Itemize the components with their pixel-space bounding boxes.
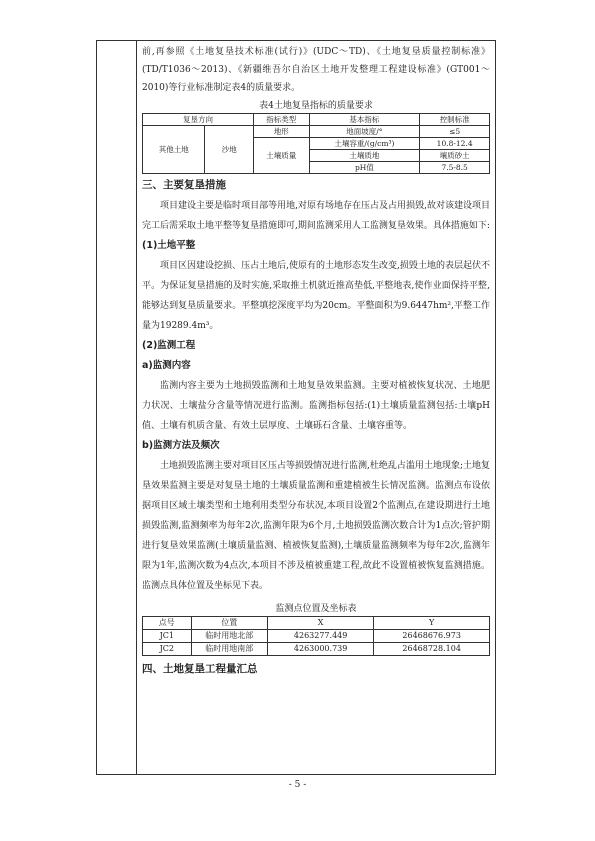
table-header-cell: Y	[374, 617, 490, 630]
table4	[142, 113, 490, 174]
table-row	[143, 630, 490, 643]
land-leveling-heading: (1)土地平整	[142, 240, 196, 251]
table-cell: 临时用地南部	[191, 643, 267, 656]
table-row	[143, 126, 490, 138]
table-header-row	[143, 114, 490, 126]
monitoring-method-paragraph: 土地损毁监测主要对项目区压占等损毁情况进行监测,杜绝乱占滥用土地现象;土地复垦效果监测主要是对复垦土地的土壤质量监测和重建植被生长情况监测。监测点布设依据项目区域土壤类型和土地利用类型分布状况,本项目设置2个监测点,在建设期进行土地损毁监测,监测频率为每年2次,监测年限为6个月,土地损毁监测次数合计为1点次;管护期进行复垦效果监测(土壤质量监测、植被恢复监测),土壤质量监测频率为每年2次,监测年限为1年,监测次数为4点次,本项目不涉及植被重建工程,故此不设置植被恢复监测措施。监测点具体位置及坐标见下表。	[142, 461, 490, 591]
table-header-cell: X	[267, 617, 373, 630]
table-cell: 7.5-8.5	[420, 162, 490, 174]
table-cell: 4263277.449	[267, 630, 373, 643]
page-number: - 5 -	[288, 780, 307, 790]
table-cell: 4263000.739	[267, 643, 373, 656]
table-header-row	[143, 617, 490, 630]
table-header-cell: 基本指标	[309, 114, 420, 126]
table-cell: 土壤容重/(g/cm³)	[309, 138, 420, 150]
monitoring-heading: (2)监测工程	[142, 340, 196, 351]
table-cell: ≤5	[420, 126, 490, 138]
points-table-caption: 监测点位置及坐标表	[275, 604, 357, 614]
monitoring-content-heading: a)监测内容	[142, 360, 191, 371]
table-cell: JC2	[143, 643, 192, 656]
document-body	[136, 40, 496, 680]
section3-intro: 项目建设主要是临时项目部等用地,对原有场地存在压占及占用损毁,故对该建设项目完工后需采取土地平整等复垦措施即可,期间监测采用人工监测复垦效果。具体措施如下:	[142, 201, 490, 231]
table-cell: 壤质砂土	[420, 150, 490, 162]
table-cell: 26468676.973	[374, 630, 490, 643]
table-header-cell: 复垦方向	[143, 114, 254, 126]
table-header-cell: 控制标准	[420, 114, 490, 126]
section4-heading: 四、土地复垦工程量汇总	[142, 663, 258, 675]
table4-caption: 表4土地复垦指标的质量要求	[259, 101, 373, 111]
table-cell: JC1	[143, 630, 192, 643]
table-cell: 地形	[254, 126, 310, 138]
table-row	[143, 643, 490, 656]
monitoring-content-paragraph: 监测内容主要为土地损毁监测和土地复垦效果监测。主要对植被恢复状况、土地肥力状况、土壤盐分含量等情况进行监测。监测指标包括:(1)土壤质量监测包括:土壤pH值、土壤有机质含量、有效土层厚度、土壤砾石含量、土壤容重等。	[142, 381, 490, 431]
table-cell: pH值	[309, 162, 420, 174]
table-header-cell: 位置	[191, 617, 267, 630]
intro-paragraph: 前,再参照《土地复垦技术标准(试行)》(UDC～TD)、《土地复垦质量控制标准》(TD/T1036～2013)、《新疆维吾尔自治区土地开发整理工程建设标准》(GT001～2010)等行业标准制定表4的质量要求。	[142, 47, 490, 93]
monitoring-method-heading: b)监测方法及频次	[142, 440, 220, 451]
land-leveling-paragraph: 项目区因建设挖损、压占土地后,使原有的土地形态发生改变,损毁土地的表层起伏不平。为保证复垦措施的及时实施,采取推土机就近推高垫低,平整地表,使作业面保持平整,能够达到复垦质量要求。平整填挖深度平均为20cm。平整面积为9.6447hm²,平整工作量为19289.4m³。	[142, 261, 490, 331]
points-table	[142, 616, 490, 656]
table-header-cell: 点号	[143, 617, 192, 630]
table-cell: 其他土地	[143, 126, 205, 174]
table-cell: 沙地	[205, 126, 254, 174]
table-cell: 土壤质地	[309, 150, 420, 162]
table-header-cell: 指标类型	[254, 114, 310, 126]
table-cell: 土壤质量	[254, 138, 310, 174]
table-cell: 临时用地北部	[191, 630, 267, 643]
table-cell: 26468728.104	[374, 643, 490, 656]
table-cell: 地面坡度/°	[309, 126, 420, 138]
section3-heading: 三、主要复垦措施	[142, 179, 226, 191]
table-cell: 10.8-12.4	[420, 138, 490, 150]
